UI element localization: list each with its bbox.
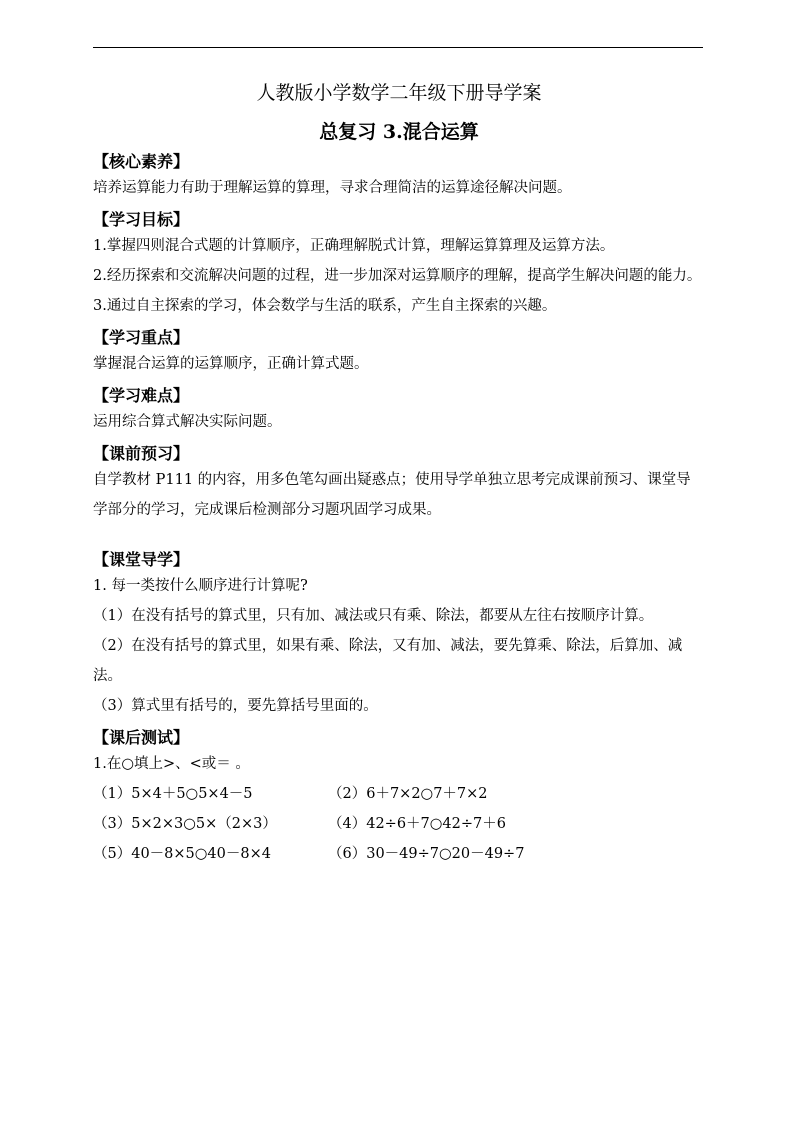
- test-item: （1）5×4＋5○5×4－5: [93, 786, 253, 802]
- difficulty-text: 运用综合算式解决实际问题。: [93, 414, 282, 430]
- test-item: （3）5×2×3○5×（2×3）: [93, 816, 277, 832]
- goal-item: 2.经历探索和交流解决问题的过程，进一步加深对运算顺序的理解，提高学生解决问题的能力。: [93, 268, 702, 284]
- preview-text: 自学教材 P111 的内容，用多色笔勾画出疑惑点；使用导学单独立思考完成课前预习、课堂导学部分的学习，完成课后检测部分习题巩固学习成果。: [93, 472, 691, 518]
- section-heading-guide: 【课堂导学】: [93, 550, 190, 569]
- section-heading-test: 【课后测试】: [93, 728, 190, 747]
- test-row: [93, 809, 705, 839]
- test-item: （6）30－49÷7○20－49÷7: [328, 846, 525, 862]
- test-item: （2）6＋7×2○7＋7×2: [328, 786, 488, 802]
- test-row: [93, 839, 705, 869]
- guide-item: （1）在没有括号的算式里，只有加、减法或只有乘、除法，都要从左往右按顺序计算。: [93, 608, 654, 624]
- goal-item: 1.掌握四则混合式题的计算顺序，正确理解脱式计算，理解运算算理及运算方法。: [93, 238, 615, 254]
- section-goals: [93, 209, 705, 321]
- key-text: 掌握混合运算的运算顺序，正确计算式题。: [93, 356, 369, 372]
- section-difficulty: [93, 385, 705, 437]
- section-heading-key: 【学习重点】: [93, 328, 190, 347]
- header-rule: [93, 47, 703, 48]
- test-item: （4）42÷6＋7○42÷7＋6: [328, 816, 506, 832]
- section-heading-difficulty: 【学习难点】: [93, 386, 190, 405]
- guide-item: （2）在没有括号的算式里，如果有乘、除法，又有加、减法，要先算乘、除法，后算加、减法。: [93, 638, 683, 684]
- guide-item: （3）算式里有括号的，要先算括号里面的。: [93, 698, 378, 714]
- section-heading-core: 【核心素养】: [93, 152, 190, 171]
- guide-item: 1. 每一类按什么顺序进行计算呢?: [93, 578, 308, 594]
- test-item: （5）40－8×5○40－8×4: [93, 846, 271, 862]
- section-core: [93, 151, 705, 203]
- lesson-title: 总复习 3.混合运算: [319, 121, 479, 143]
- goal-item: 3.通过自主探索的学习，体会数学与生活的联系，产生自主探索的兴趣。: [93, 298, 557, 314]
- section-key: [93, 327, 705, 379]
- document-content: [93, 80, 705, 869]
- test-question: 1.在○填上>、<或＝ 。: [93, 756, 250, 772]
- section-preview: [93, 443, 705, 525]
- test-row: [93, 779, 705, 809]
- section-heading-preview: 【课前预习】: [93, 444, 190, 463]
- document-title: 人教版小学数学二年级下册导学案: [256, 82, 542, 104]
- section-heading-goals: 【学习目标】: [93, 210, 190, 229]
- core-text: 培养运算能力有助于理解运算的算理，寻求合理简洁的运算途径解决问题。: [93, 180, 572, 196]
- section-test: [93, 727, 705, 869]
- section-guide: [93, 549, 705, 721]
